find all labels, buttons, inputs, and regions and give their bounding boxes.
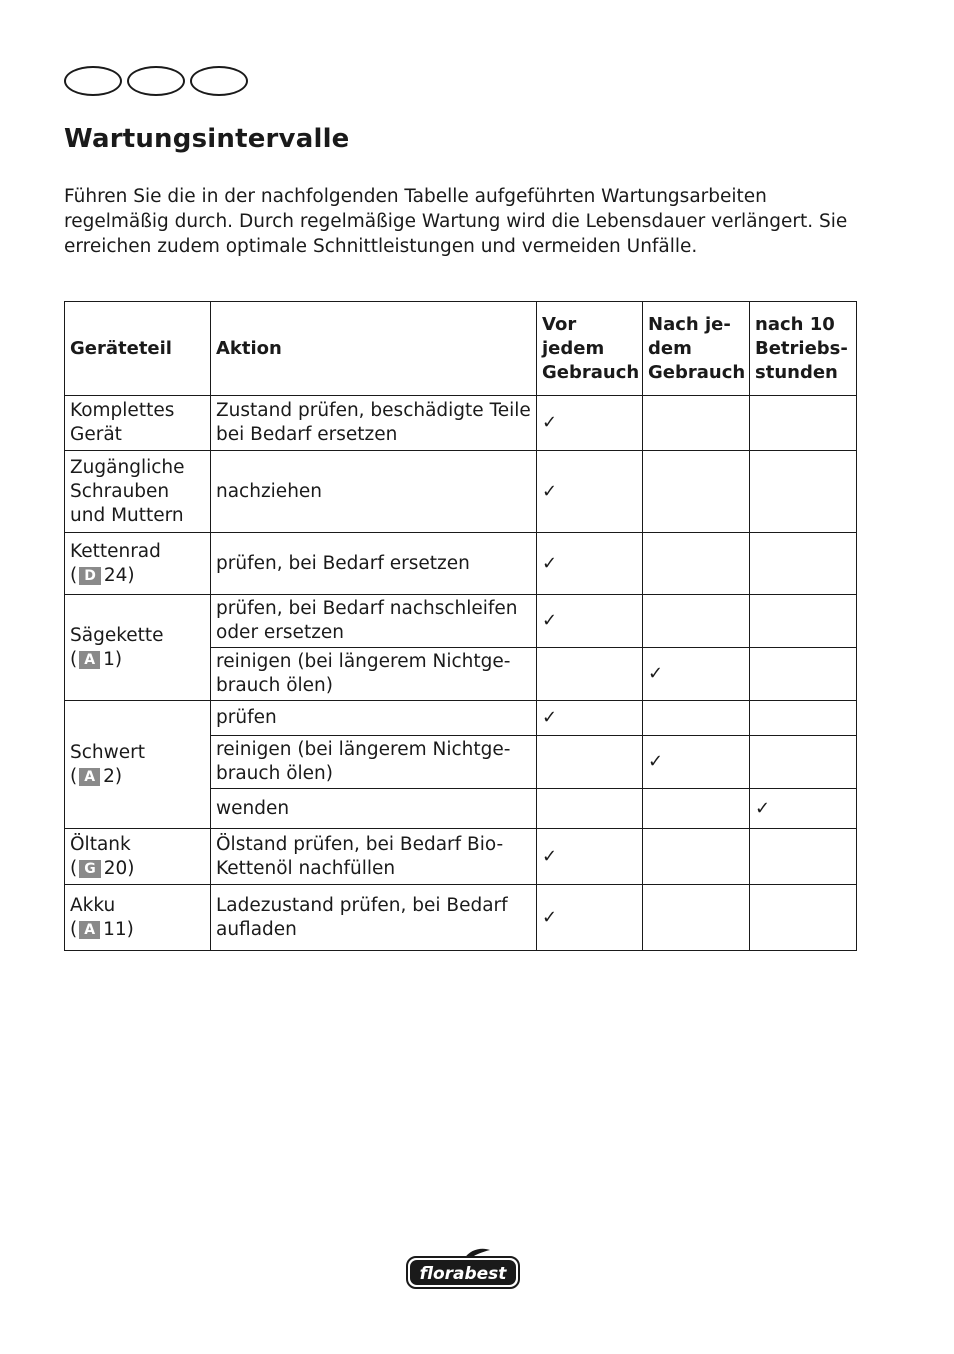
table-row [65,595,857,648]
figure-reference: ( G 20) [70,857,135,879]
empty-cell [750,595,857,648]
empty-cell [750,701,857,736]
check-mark-icon: ✓ [537,829,643,885]
table-row [65,829,857,885]
figure-badge: D [79,567,101,585]
page-title: Wartungsintervalle [64,124,350,154]
action-cell: prüfen, bei Bedarf nachschleifen oder ersetzen [211,595,537,648]
empty-cell [643,451,750,533]
table-row [65,451,857,533]
part-cell [65,885,211,951]
empty-cell [643,701,750,736]
part-cell [65,701,211,829]
action-cell: reinigen (bei längerem Nichtgebrauch ölen) [211,648,537,701]
check-mark-icon: ✓ [537,701,643,736]
part-name: Sägekette [70,624,164,646]
part-cell [65,829,211,885]
empty-cell [750,885,857,951]
action-cell: prüfen [211,701,537,736]
table-row [65,396,857,451]
table-header-row [65,302,857,396]
empty-cell [537,648,643,701]
maintenance-table [64,301,857,951]
header-action: Aktion [211,302,537,396]
action-cell: Ölstand prüfen, bei Bedarf Bio-Kettenöl nachfüllen [211,829,537,885]
check-mark-icon: ✓ [537,451,643,533]
empty-cell [643,789,750,829]
check-mark-icon: ✓ [537,533,643,595]
logo-text: florabest [419,1264,507,1284]
action-cell: nachziehen [211,451,537,533]
action-cell: Zustand prüfen, beschädigte Teile bei Bedarf ersetzen [211,396,537,451]
header-before-use: Vor jedem Gebrauch [537,302,643,396]
intro-paragraph: Führen Sie die in der nachfolgenden Tabelle aufgeführten Wartungsarbeiten regelmäßig durch. Durch regelmäßige Wartung wird die Lebensdauer verlängert. Sie erreichen zudem optimale Schnittleistungen und vermeiden Unfälle. [64,186,848,257]
empty-cell [537,736,643,789]
part-name: Schwert [70,741,146,763]
figure-reference: ( A 11) [70,918,134,940]
figure-reference: ( A 1) [70,648,123,670]
header-part: Geräteteil [65,302,211,396]
language-oval-2 [127,66,185,96]
check-mark-icon: ✓ [537,595,643,648]
table-row [65,533,857,595]
language-code-ovals [64,66,253,96]
empty-cell [750,648,857,701]
empty-cell [750,736,857,789]
florabest-logo [406,1246,520,1290]
figure-reference: ( D 24) [70,564,135,586]
part-name: Kettenrad [70,540,161,562]
language-oval-3 [190,66,248,96]
figure-badge: A [79,768,100,786]
action-cell: prüfen, bei Bedarf ersetzen [211,533,537,595]
empty-cell [750,829,857,885]
check-mark-icon: ✓ [643,648,750,701]
table-row [65,885,857,951]
check-mark-icon: ✓ [750,789,857,829]
empty-cell [643,885,750,951]
figure-badge: G [79,860,101,878]
action-cell: Ladezustand prüfen, bei Bedarf aufladen [211,885,537,951]
part-cell: Zugängliche Schrauben und Muttern [65,451,211,533]
empty-cell [537,789,643,829]
action-cell: reinigen (bei längerem Nichtgebrauch ölen) [211,736,537,789]
empty-cell [750,451,857,533]
empty-cell [643,829,750,885]
part-name: Akku [70,894,116,916]
empty-cell [643,595,750,648]
check-mark-icon: ✓ [537,885,643,951]
action-cell: wenden [211,789,537,829]
language-oval-1 [64,66,122,96]
header-after-use: Nach je- dem Gebrauch [643,302,750,396]
empty-cell [750,396,857,451]
figure-badge: A [79,651,100,669]
header-every-10h: nach 10 Betriebs- stunden [750,302,857,396]
table-row [65,701,857,736]
check-mark-icon: ✓ [643,736,750,789]
empty-cell [750,533,857,595]
part-cell [65,595,211,701]
part-name: Öltank [70,833,131,855]
part-cell: Komplettes Gerät [65,396,211,451]
figure-reference: ( A 2) [70,765,123,787]
part-cell [65,533,211,595]
empty-cell [643,396,750,451]
check-mark-icon: ✓ [537,396,643,451]
figure-badge: A [79,921,100,939]
empty-cell [643,533,750,595]
